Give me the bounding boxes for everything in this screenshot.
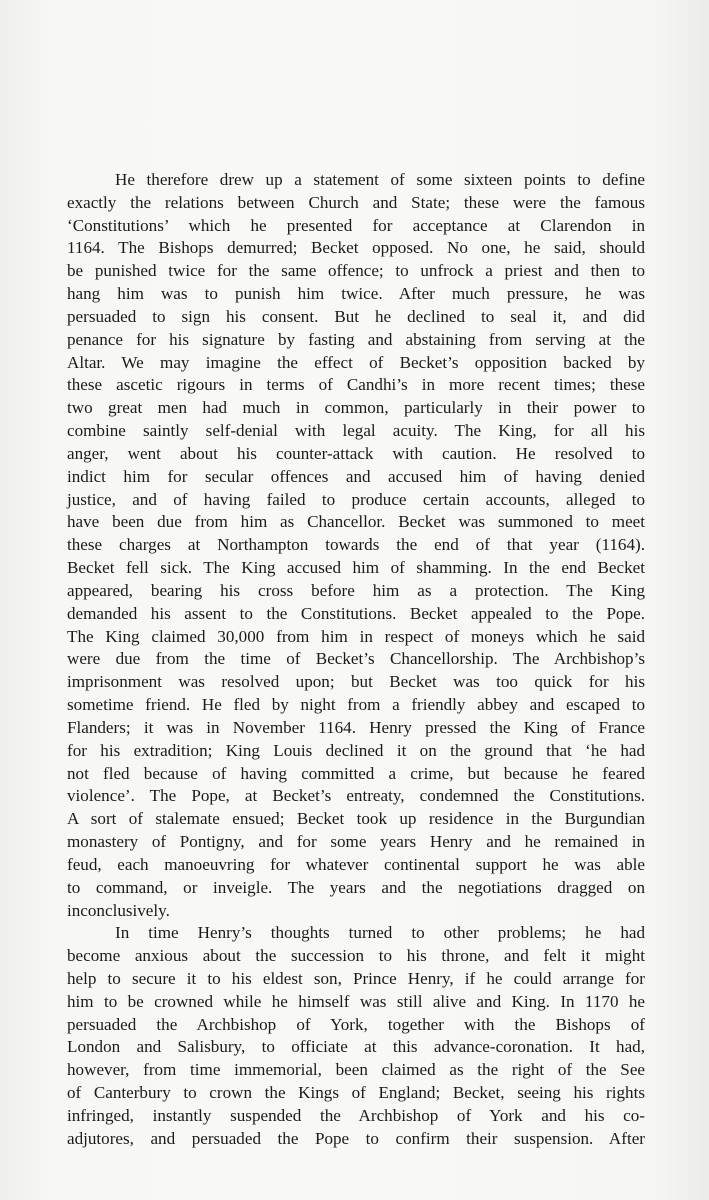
text-line: to command, or inveigle. The years and the negotiations dragged on: [67, 877, 645, 897]
text-line: not fled because of having committed a crime, but because he feared: [67, 763, 645, 783]
text-line: justice, and of having failed to produce certain accounts, alleged to: [67, 489, 645, 509]
text-line: these charges at Northampton towards the end of that year (1164).: [67, 535, 645, 555]
text-line: for his extradition; King Louis declined it on the ground that ‘he had: [67, 740, 645, 760]
text-line: In time Henry’s thoughts turned to other problems; he had: [115, 923, 645, 943]
text-line: help to secure it to his eldest son, Prince Henry, if he could arrange for: [67, 968, 645, 988]
text-line: him to be crowned while he himself was still alive and King. In 1170 he: [67, 991, 645, 1011]
text-line: however, from time immemorial, been claimed as the right of the See: [67, 1060, 645, 1080]
text-line: London and Salisbury, to officiate at this advance-coronation. It had,: [67, 1037, 645, 1057]
text-line: Altar. We may imagine the effect of Becket’s opposition backed by: [67, 352, 645, 372]
text-line: combine saintly self-denial with legal acuity. The King, for all his: [67, 421, 645, 441]
text-line: exactly the relations between Church and State; these were the famous: [67, 192, 645, 212]
text-line: inconclusively.: [67, 900, 170, 920]
text-line: 1164. The Bishops demurred; Becket opposed. No one, he said, should: [67, 238, 645, 258]
text-line: Becket fell sick. The King accused him of shamming. In the end Becket: [67, 558, 645, 578]
text-line: ‘Constitutions’ which he presented for acceptance at Clarendon in: [67, 215, 645, 235]
text-line: persuaded to sign his consent. But he declined to seal it, and did: [67, 306, 645, 326]
text-line: Flanders; it was in November 1164. Henry pressed the King of France: [67, 717, 645, 737]
text-line: He therefore drew up a statement of some sixteen points to define: [115, 170, 645, 189]
text-line: appeared, bearing his cross before him as a protection. The King: [67, 580, 645, 600]
text-line: of Canterbury to crown the Kings of England; Becket, seeing his rights: [67, 1083, 645, 1103]
text-line: be punished twice for the same offence; to unfrock a priest and then to: [67, 261, 645, 281]
text-line: two great men had much in common, particularly in their power to: [67, 398, 645, 418]
text-line: demanded his assent to the Constitutions. Becket appealed to the Pope.: [67, 603, 645, 623]
text-line: hang him was to punish him twice. After much pressure, he was: [67, 284, 645, 304]
text-line: monastery of Pontigny, and for some years Henry and he remained in: [67, 832, 645, 852]
text-line: imprisonment was resolved upon; but Becket was too quick for his: [67, 672, 645, 692]
text-line: infringed, instantly suspended the Archbishop of York and his co-: [67, 1105, 645, 1125]
text-line: The King claimed 30,000 from him in respect of moneys which he said: [67, 626, 645, 646]
body-text: [67, 169, 645, 1151]
text-line: anger, went about his counter-attack with caution. He resolved to: [67, 443, 645, 463]
text-line: indict him for secular offences and accused him of having denied: [67, 466, 645, 486]
paragraph-1: [67, 169, 645, 922]
text-line: sometime friend. He fled by night from a friendly abbey and escaped to: [67, 695, 645, 715]
text-line: become anxious about the succession to his throne, and felt it might: [67, 946, 645, 966]
paragraph-2: [67, 922, 645, 1150]
text-line: violence’. The Pope, at Becket’s entreaty, condemned the Constitutions.: [67, 786, 645, 806]
text-line: A sort of stalemate ensued; Becket took up residence in the Burgundian: [67, 809, 645, 829]
text-line: these ascetic rigours in terms of Candhi’s in more recent times; these: [67, 375, 645, 395]
text-line: have been due from him as Chancellor. Becket was summoned to meet: [67, 512, 645, 532]
text-line: persuaded the Archbishop of York, together with the Bishops of: [67, 1014, 645, 1034]
text-line: penance for his signature by fasting and abstaining from serving at the: [67, 329, 645, 349]
text-line: adjutores, and persuaded the Pope to confirm their suspension. After: [67, 1128, 645, 1148]
text-line: feud, each manoeuvring for whatever continental support he was able: [67, 854, 645, 874]
text-line: were due from the time of Becket’s Chancellorship. The Archbishop’s: [67, 649, 645, 669]
